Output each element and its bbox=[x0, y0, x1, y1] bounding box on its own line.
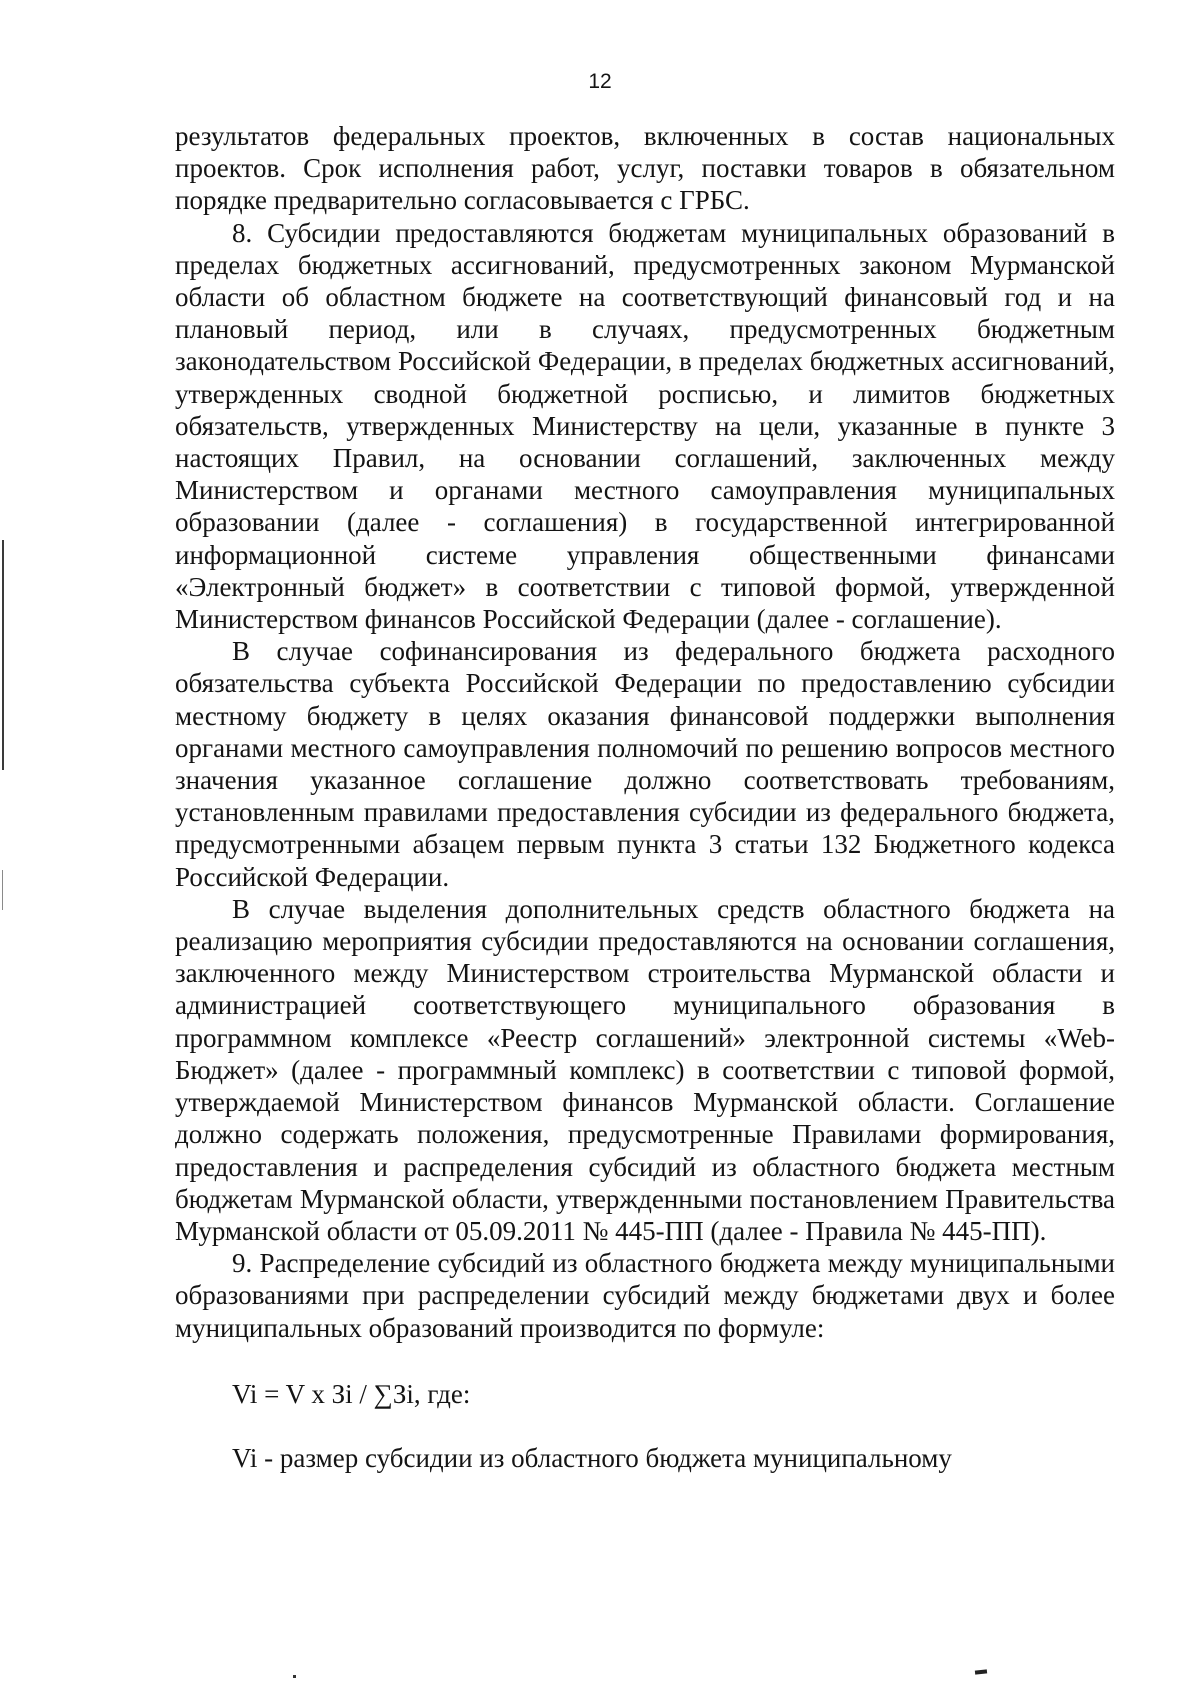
scan-edge-mark-small bbox=[2, 870, 3, 910]
formula: Vi = V x Зi / ∑Зi, где: bbox=[232, 1378, 471, 1409]
scan-edge-mark bbox=[2, 540, 4, 770]
paragraph-cofinancing: В случае софинансирования из федерального бюджета расходного обязательства субъекта Российской Федерации по предоставлению субсидии местному бюджету в целях оказания финансовой поддержки выполнения органами местного самоуправления полномочий по решению вопросов местного значения указанное соглашение должно соответствовать требованиям, установленным правилами предоставления субсидии из федерального бюджета, предусмотренными абзацем первым пункта 3 статьи 132 Бюджетного кодекса Российской Федерации. bbox=[175, 636, 1115, 892]
scan-speck bbox=[293, 1675, 296, 1678]
page-number: 12 bbox=[588, 70, 612, 93]
paragraph-additional-funds: В случае выделения дополнительных средств областного бюджета на реализацию мероприятия субсидии предоставляются на основании соглашения, заключенного между Министерством строительства Мурманской области и администрацией соответствующего муниципального образования в программном комплексе «Реестр соглашений» электронной системы «Web-Бюджет» (далее - программный комплекс) в соответствии с типовой формой, утверждаемой Министерством финансов Мурманской области. Соглашение должно содержать положения, предусмотренные Правилами формирования, предоставления и распределения субсидий из областного бюджета местным бюджетам Мурманской области, утвержденными постановлением Правительства Мурманской области от 05.09.2011 № 445-ПП (далее - Правила № 445-ПП). bbox=[175, 893, 1115, 1246]
scan-speck bbox=[975, 1669, 987, 1674]
formula-definition: Vi - размер субсидии из областного бюджета муниципальному bbox=[232, 1442, 952, 1473]
paragraph-item-8: 8. Субсидии предоставляются бюджетам муниципальных образований в пределах бюджетных ассигнований, предусмотренных законом Мурманской области об областном бюджете на соответствующий финансовый год и на плановый период, или в случаях, предусмотренных бюджетным законодательством Российской Федерации, в пределах бюджетных ассигнований, утвержденных сводной бюджетной росписью, и лимитов бюджетных обязательств, утвержденных Министерству на цели, указанные в пункте 3 настоящих Правил, на основании соглашений, заключенных между Министерством и органами местного самоуправления муниципальных образовании (далее - соглашения) в государственной интегрированной информационной системе управления общественными финансами «Электронный бюджет» в соответствии с типовой формой, утвержденной Министерством финансов Российской Федерации (далее - соглашение). bbox=[175, 217, 1115, 635]
paragraph-item-9: 9. Распределение субсидий из областного бюджета между муниципальными образованиями при распределении субсидий между бюджетами двух и более муниципальных образований производится по формуле: bbox=[175, 1248, 1115, 1343]
paragraph-continuation: результатов федеральных проектов, включенных в состав национальных проектов. Срок исполнения работ, услуг, поставки товаров в обязательном порядке предварительно согласовывается с ГРБС. bbox=[175, 121, 1115, 216]
document-body bbox=[175, 120, 1115, 1474]
